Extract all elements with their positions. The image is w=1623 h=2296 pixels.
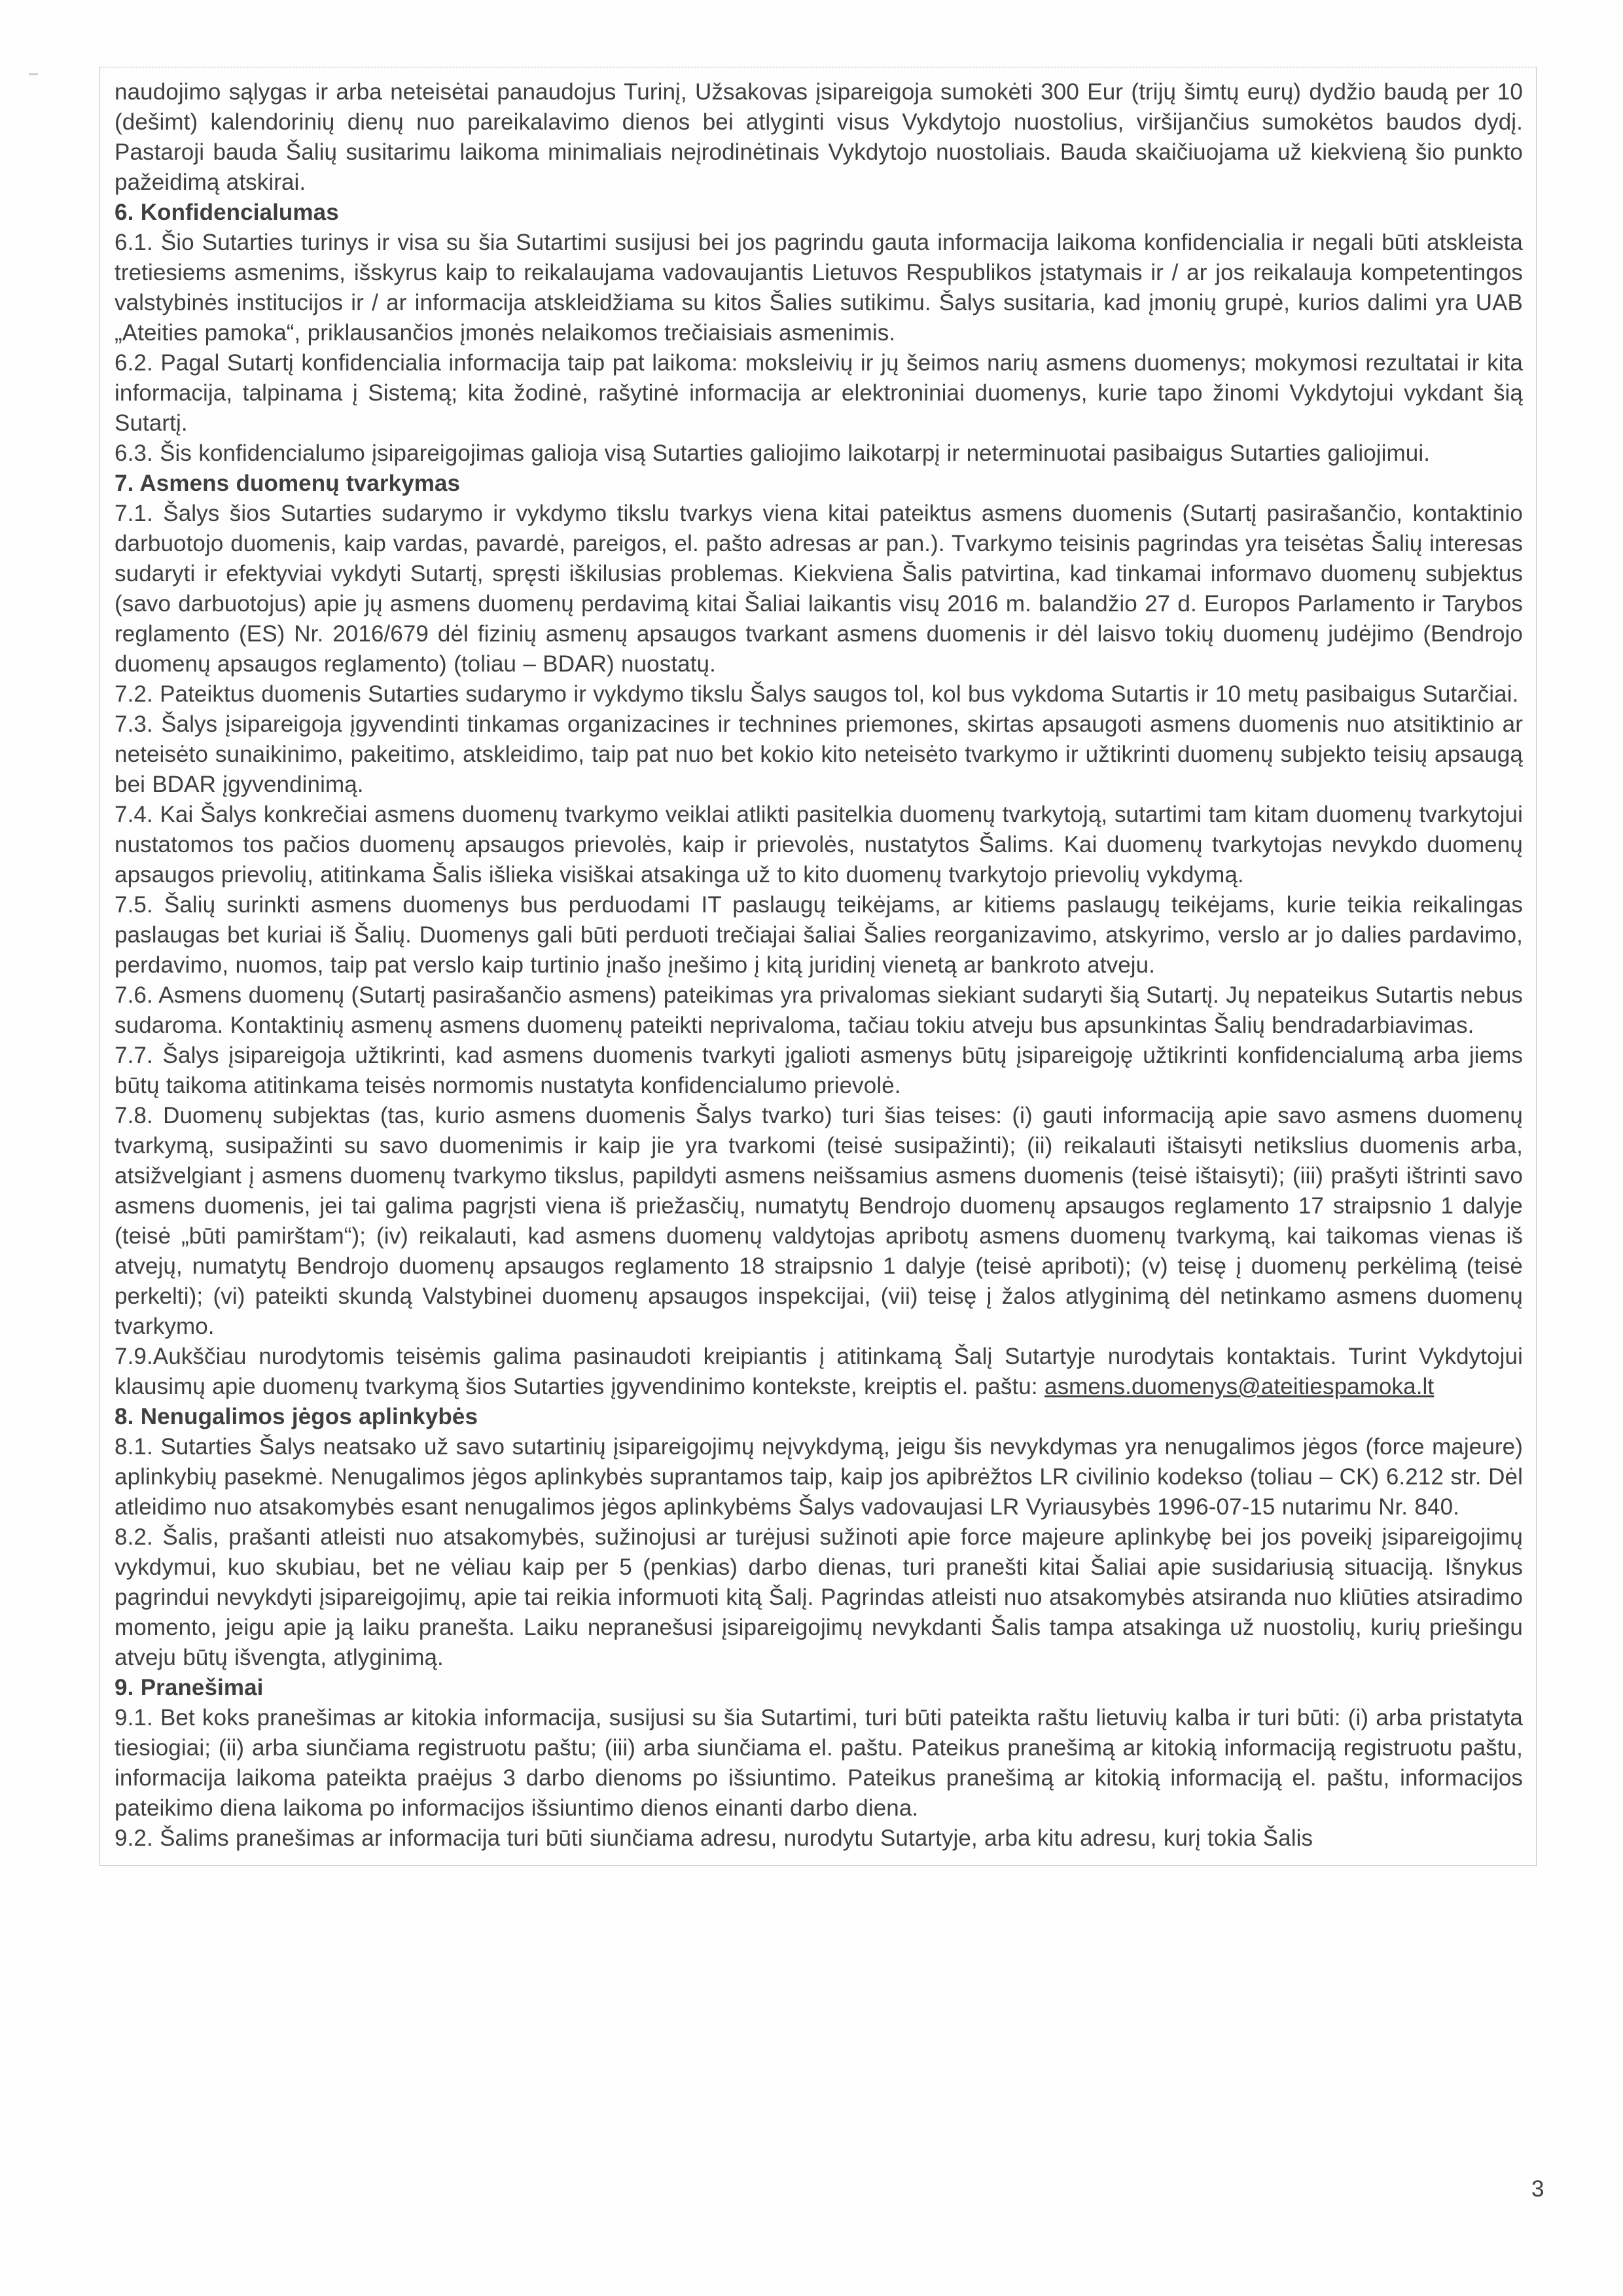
paragraph-text: 7.4. Kai Šalys konkrečiai asmens duomenų tvarkymo veiklai atlikti pasitelkia duomenų tvarkytoją, sutartimi tam kitam duomenų tvarkytojui nustatomos tos pačios duomenų apsaugos prievolės, kaip ir prievolės, nustatytos Šalims. Kai duomenų tvarkytojas nevykdo duomenų apsaugos prievolių, atitinkama Šalis išlieka visiškai atsakinga už to kito duomenų tvarkytojo prievolių vykdymą. [115,802,1523,888]
paragraph [115,980,1523,1041]
paragraph [115,1342,1523,1402]
paragraph-text: 9. Pranešimai [115,1675,264,1700]
paragraph [115,890,1523,980]
section-heading [115,469,1523,499]
paragraph [115,709,1523,800]
paragraph-text: 7.7. Šalys įsipareigoja užtikrinti, kad asmens duomenis tvarkyti įgalioti asmenys būtų įsipareigoję užtikrinti konfidencialumą arba jiems būtų taikoma atitinkama teisės normomis nustatyta konfidencialumo prievolė. [115,1043,1523,1098]
paragraph-text: 7.2. Pateiktus duomenis Sutarties sudarymo ir vykdymo tikslu Šalys saugos tol, kol bus vykdoma Sutartis ir 10 metų pasibaigus Sutarčiai. [115,681,1519,707]
section-heading [115,198,1523,228]
paragraph [115,348,1523,439]
email-link[interactable]: asmens.duomenys@ateitiespamoka.lt [1044,1374,1435,1399]
paragraph [115,439,1523,469]
paragraph-text: 6.1. Šio Sutarties turinys ir visa su šia Sutartimi susijusi bei jos pagrindu gauta informacija laikoma konfidencialia ir negali būti atskleista tretiesiems asmenims, išskyrus kaip to reikalaujama vadovaujantis Lietuvos Respublikos įstatymais ir / ar jos reikalauja kompetentingos valstybinės institucijos ir / ar informacija atskleidžiama su kitos Šalies sutikimu. Šalys susitaria, kad įmonių grupė, kurios dalimi yra UAB „Ateities pamoka“, priklausančios įmonės nelaikomos trečiaisiais asmenimis. [115,230,1523,346]
paragraph [115,1041,1523,1101]
paragraph [115,1432,1523,1522]
paragraph-text: 8.2. Šalis, prašanti atleisti nuo atsakomybės, sužinojusi ar turėjusi sužinoti apie force majeure aplinkybę bei jos poveikį įsipareigojimų vykdymui, kuo skubiau, bet ne vėliau kaip per 5 (penkias) darbo dienas, turi pranešti kitai Šaliai apie susidariusią situaciją. Išnykus pagrindui nevykdyti įsipareigojimų, apie tai reikia informuoti kitą Šalį. Pagrindas atleisti nuo atsakomybės atsiranda nuo kliūties atsiradimo momento, jeigu apie ją laiku pranešta. Laiku nepranešusi įsipareigojimų nevykdanti Šalis tampa atsakinga už nuostolių, kurių priešingu atveju būtų išvengta, atlyginimą. [115,1524,1523,1670]
paragraph [115,1522,1523,1673]
paragraph [115,800,1523,890]
paragraph-text: 6.3. Šis konfidencialumo įsipareigojimas galioja visą Sutarties galiojimo laikotarpį ir neterminuotai pasibaigus Sutarties galiojimui. [115,440,1431,466]
paragraph-text: 6.2. Pagal Sutartį konfidencialia informacija taip pat laikoma: moksleivių ir jų šeimos narių asmens duomenys; mokymosi rezultatai ir kita informacija, talpinama į Sistemą; kita žodinė, rašytinė informacija ar elektroniniai duomenys, kurie tapo žinomi Vykdytojui vykdant šią Sutartį. [115,350,1523,436]
paragraph-text: 6. Konfidencialumas [115,200,339,225]
paragraph [115,1101,1523,1342]
paragraph-list [115,77,1523,1854]
paragraph-text: 7.1. Šalys šios Sutarties sudarymo ir vykdymo tikslu tvarkys viena kitai pateiktus asmens duomenis (Sutartį pasirašančio, kontaktinio darbuotojo duomenis, kaip vardas, pavardė, pareigos, el. pašto adresas ar pan.). Tvarkymo teisinis pagrindas yra teisėtas Šalių interesas sudaryti ir efektyviai vykdyti Sutartį, spręsti iškilusias problemas. Kiekviena Šalis patvirtina, kad tinkamai informavo duomenų subjektus (savo darbuotojus) apie jų asmens duomenų perdavimą kitai Šaliai laikantis visų 2016 m. balandžio 27 d. Europos Parlamento ir Tarybos reglamento (ES) Nr. 2016/679 dėl fizinių asmenų apsaugos tvarkant asmens duomenis ir dėl laisvo tokių duomenų judėjimo (Bendrojo duomenų apsaugos reglamento) (toliau – BDAR) nuostatų. [115,501,1523,677]
scan-artifact-mark [29,73,38,75]
paragraph-text: 7.3. Šalys įsipareigoja įgyvendinti tinkamas organizacines ir technines priemones, skirtas apsaugoti asmens duomenis nuo atsitiktinio ar neteisėto sunaikinimo, pakeitimo, atskleidimo, taip pat nuo bet kokio kito neteisėto tvarkymo ir užtikrinti duomenų subjekto teisių apsaugą bei BDAR įgyvendinimą. [115,711,1523,797]
paragraph [115,228,1523,348]
page-number: 3 [1531,2176,1544,2202]
paragraph [115,77,1523,198]
paragraph-text: 7.8. Duomenų subjektas (tas, kurio asmens duomenis Šalys tvarko) turi šias teises: (i) gauti informaciją apie savo asmens duomenų tvarkymą, susipažinti su savo duomenimis ir kaip jie yra tvarkomi (teisė susipažinti); (ii) reikalauti ištaisyti netikslius duomenis arba, atsižvelgiant į asmens duomenų tvarkymo tikslus, papildyti asmens neišsamius asmens duomenis (teisė ištaisyti); (iii) prašyti ištrinti savo asmens duomenis, jei tai galima pagrįsti viena iš priežasčių, numatytų Bendrojo duomenų apsaugos reglamento 17 straipsnio 1 dalyje (teisė „būti pamirštam“); (iv) reikalauti, kad asmens duomenų valdytojas apribotų asmens duomenų tvarkymą, kai taikomas vienas iš atvejų, numatytų Bendrojo duomenų apsaugos reglamento 18 straipsnio 1 dalyje (teisė apriboti); (v) teisę į duomenų perkėlimą (teisė perkelti); (vi) pateikti skundą Valstybinei duomenų apsaugos inspekcijai, (vii) teisę į žalos atlyginimą dėl netinkamo asmens duomenų tvarkymo. [115,1103,1523,1339]
paragraph-text: 9.2. Šalims pranešimas ar informacija turi būti siunčiama adresu, nurodytu Sutartyje, arba kitu adresu, kurį tokia Šalis [115,1825,1313,1851]
section-heading [115,1402,1523,1432]
paragraph [115,1823,1523,1854]
paragraph-text: naudojimo sąlygas ir arba neteisėtai panaudojus Turinį, Užsakovas įsipareigoja sumokėti 300 Eur (trijų šimtų eurų) dydžio baudą per 10 (dešimt) kalendorinių dienų nuo pareikalavimo dienos bei atlyginti visus Vykdytojo nuostolius, viršijančius sumokėtos baudos dydį. Pastaroji bauda Šalių susitarimu laikoma minimaliais neįrodinėtinais Vykdytojo nuostoliais. Bauda skaičiuojama už kiekvieną šio punkto pažeidimą atskirai. [115,79,1523,195]
paragraph-text: 8. Nenugalimos jėgos aplinkybės [115,1404,478,1429]
paragraph [115,1703,1523,1823]
paragraph-text: 8.1. Sutarties Šalys neatsako už savo sutartinių įsipareigojimų neįvykdymą, jeigu šis nevykdymas yra nenugalimos jėgos (force majeure) aplinkybių pasekmė. Nenugalimos jėgos aplinkybės suprantamos taip, kaip jos apibrėžtos LR civilinio kodekso (toliau – CK) 6.212 str. Dėl atleidimo nuo atsakomybės esant nenugalimos jėgos aplinkybėms Šalys vadovaujasi LR Vyriausybės 1996-07-15 nutarimu Nr. 840. [115,1434,1523,1520]
paragraph-text: 7.9.Aukščiau nurodytomis teisėmis galima pasinaudoti kreipiantis į atitinkamą Šalį Sutartyje nurodytais kontaktais. Turint Vykdytojui klausimų apie duomenų tvarkymą šios Sutarties įgyvendinimo kontekste, kreiptis el. paštu: [115,1344,1523,1399]
document-frame [99,67,1537,1866]
paragraph [115,679,1523,709]
paragraph-text: 7. Asmens duomenų tvarkymas [115,471,461,496]
paragraph-text: 7.5. Šalių surinkti asmens duomenys bus perduodami IT paslaugų teikėjams, ar kitiems paslaugų teikėjams, kurie teikia reikalingas paslaugas bet kuriai iš Šalių. Duomenys gali būti perduoti trečiajai šaliai Šalies reorganizavimo, atskyrimo, verslo ar jo dalies pardavimo, perdavimo, nuomos, taip pat verslo kaip turtinio įnašo įnešimo į kitą juridinį vienetą ar bankroto atveju. [115,892,1523,978]
paragraph-text: 9.1. Bet koks pranešimas ar kitokia informacija, susijusi su šia Sutartimi, turi būti pateikta raštu lietuvių kalba ir turi būti: (i) arba pristatyta tiesiogiai; (ii) arba siunčiama registruotu paštu; (iii) arba siunčiama el. paštu. Pateikus pranešimą ar kitokią informaciją registruotu paštu, informacija laikoma pateikta praėjus 3 darbo dienoms po išsiuntimo. Pateikus pranešimą ar kitokią informaciją el. paštu, informacijos pateikimo diena laikoma po informacijos išsiuntimo dienos einanti darbo diena. [115,1705,1523,1821]
section-heading [115,1673,1523,1703]
paragraph-text: 7.6. Asmens duomenų (Sutartį pasirašančio asmens) pateikimas yra privalomas siekiant sudaryti šią Sutartį. Jų nepateikus Sutartis nebus sudaroma. Kontaktinių asmenų asmens duomenų pateikti neprivaloma, tačiau tokiu atveju bus apsunkintas Šalių bendradarbiavimas. [115,982,1523,1038]
paragraph [115,499,1523,679]
